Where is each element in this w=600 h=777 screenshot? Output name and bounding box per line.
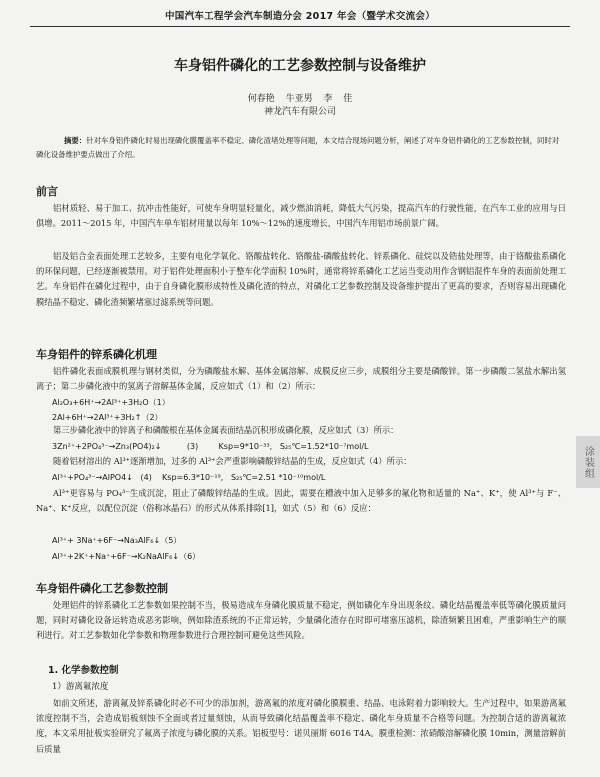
- equation-6: Al³⁺+2K⁺+Na⁺+6F⁻→K₂NaAlF₆↓（6）: [52, 552, 201, 561]
- conference-header: 中国汽车工程学会汽车制造分会 2017 年会（暨学术交流会）: [164, 11, 436, 22]
- header-rule: [30, 26, 570, 27]
- equation-4: Al³⁺+PO₄³⁻→AlPO4↓ (4) Ksp=6.3*10⁻¹⁹, S₂₅℃=2.51 *10⁻¹⁰mol/L: [52, 473, 326, 482]
- mechanism-paragraph-1: 铝件磷化表面成膜机理与钢材类似，分为磷酸盐水解、基体金属溶解、成膜反应三步，成膜组分主要是磷酸锌。第一步磷酸二氢盐水解出氢离子；第二步磷化液中的氢离子溶解基体金属，反应如式（1）和（2）所示：: [36, 366, 566, 392]
- side-tab-label: 涂装组: [582, 445, 594, 479]
- equation-2: 2Al+6H⁺→2Al³⁺+3H₂↑（2）: [52, 413, 163, 422]
- equation-3: 3Zn²⁺+2PO₄³⁻→Zn₃(PO4)₂↓ (3) Ksp=9*10⁻³³, S₂₅℃=1.52*10⁻⁷mol/L: [52, 442, 369, 451]
- abstract-text: 针对车身铝件磷化时易出现磷化膜覆盖率不稳定、磷化渣堵处理等问题，本文结合现场问题分析，阐述了对车身铝件磷化的工艺参数控制，同时对磷化设备维护要点做出了介绍。: [36, 136, 560, 159]
- section-heading-preface: 前言: [36, 185, 58, 198]
- equation-5: Al³⁺+ 3Na⁺+6F⁻→Na₃AlF₆↓（5）: [52, 536, 182, 545]
- equation-1: Al₂O₃+6H⁺→2Al³⁺+3H₂O（1）: [52, 398, 170, 407]
- section-side-tab: [576, 436, 600, 488]
- mechanism-paragraph-3: 随着铝材溶出的 Al³⁺逐渐增加，过多的 Al³⁺会严重影响磷酸锌结晶的生成，反应如式（4）所示：: [53, 456, 412, 466]
- authors: 何春艳 牛亚男 李 佳: [247, 94, 353, 104]
- preface-paragraph-1: 铝材质轻、易于加工、抗冲击性能好，可使车身明显轻量化，减少燃油消耗，降低大气污染，提高汽车的行驶性能，在汽车工业的应用与日俱增。2011～2015 年，中国汽车单车铝材用量以每年 10%～12%的速度增长，中国汽车用铝市场前景广阔。: [36, 203, 566, 229]
- paper-title: 车身铝件磷化的工艺参数控制与设备维护: [174, 58, 426, 74]
- preface-paragraph-2: 铝及铝合金表面处理工艺较多，主要有电化学氧化、铬酸盐转化、铬酸盐-磷酸盐转化、锌系磷化、硅烷以及锆盐处理等，由于铬酸盐系磷化的环保问题，已经逐渐被禁用。对于铝件处理面积小于整车化学面积 10%时，通常将锌系磷化工艺运当变动用作含钢铝混件车身的表面前处理工艺。车身铝件在磷化过程中，由于自身磷化膜形成特性及磷化渣的特点，对磷化工艺参数控制及设备维护提出了更高的要求，否则容易出现磷化膜结晶不稳定、磷化渣频繁堵塞过滤系统等问题。: [36, 251, 566, 307]
- section-heading-control: 车身铝件磷化工艺参数控制: [36, 582, 168, 595]
- mechanism-paragraph-4: Al³⁺更容易与 PO₄³⁻生成沉淀，阻止了磷酸锌结晶的生成。因此，需要在槽液中加入足够多的氟化物和适量的 Na⁺、K⁺，使 Al³⁺与 F⁻、Na⁺、K⁺反应，以配位沉淀（俗称冰晶石）的形式从体系排除[1]，如式（5）和（6）反应：: [36, 488, 566, 514]
- control-paragraph-1: 处理铝件的锌系磷化工艺参数如果控制不当，极易造成车身磷化膜质量不稳定，例如磷化车身出现条纹、磷化结晶覆盖率低等磷化膜质量问题，同时对磷化设备运转造成恶劣影响，例如除渣系统的不正常运转，少量磷化渣存在时即可堵塞压滤机，除渣频繁且困难，严重影响生产的顺利进行。对工艺参数如化学参数和物理参数进行合理控制可避免这些风险。: [36, 600, 566, 641]
- mechanism-paragraph-2: 第三步磷化液中的锌离子和磷酸根在基体金属表面结晶沉积形成磷化膜，反应如式（3）所示：: [53, 425, 399, 435]
- abstract: [36, 134, 564, 162]
- control-paragraph-2: 如前文所述，游离氟及锌系磷化时必不可少的添加剂，游离氟的浓度对磷化膜膜重、结晶、电泳附着力影响较大。生产过程中，如果游离氟浓度控制不当，会造成铝板刻蚀不全面或者过量刻蚀，从而导致磷化结晶覆盖率不稳定、磷化车身质量不合格等问题。为控制合适的游离氟浓度，本文采用扯板实验研究了氟离子浓度与磷化膜的关系。铝板型号：诺贝丽斯 6016 T4A。膜重检测：浓硝酸溶解磷化膜 10min，测量溶解前后质量: [36, 698, 566, 754]
- subsection-chemical-params: 1. 化学参数控制: [48, 665, 119, 676]
- section-heading-mechanism: 车身铝件的锌系磷化机理: [36, 348, 157, 361]
- subsubsection-free-fluoride: 1）游离氟浓度: [52, 682, 109, 692]
- affiliation: 神龙汽车有限公司: [263, 107, 336, 117]
- abstract-label: 摘要：: [64, 136, 87, 145]
